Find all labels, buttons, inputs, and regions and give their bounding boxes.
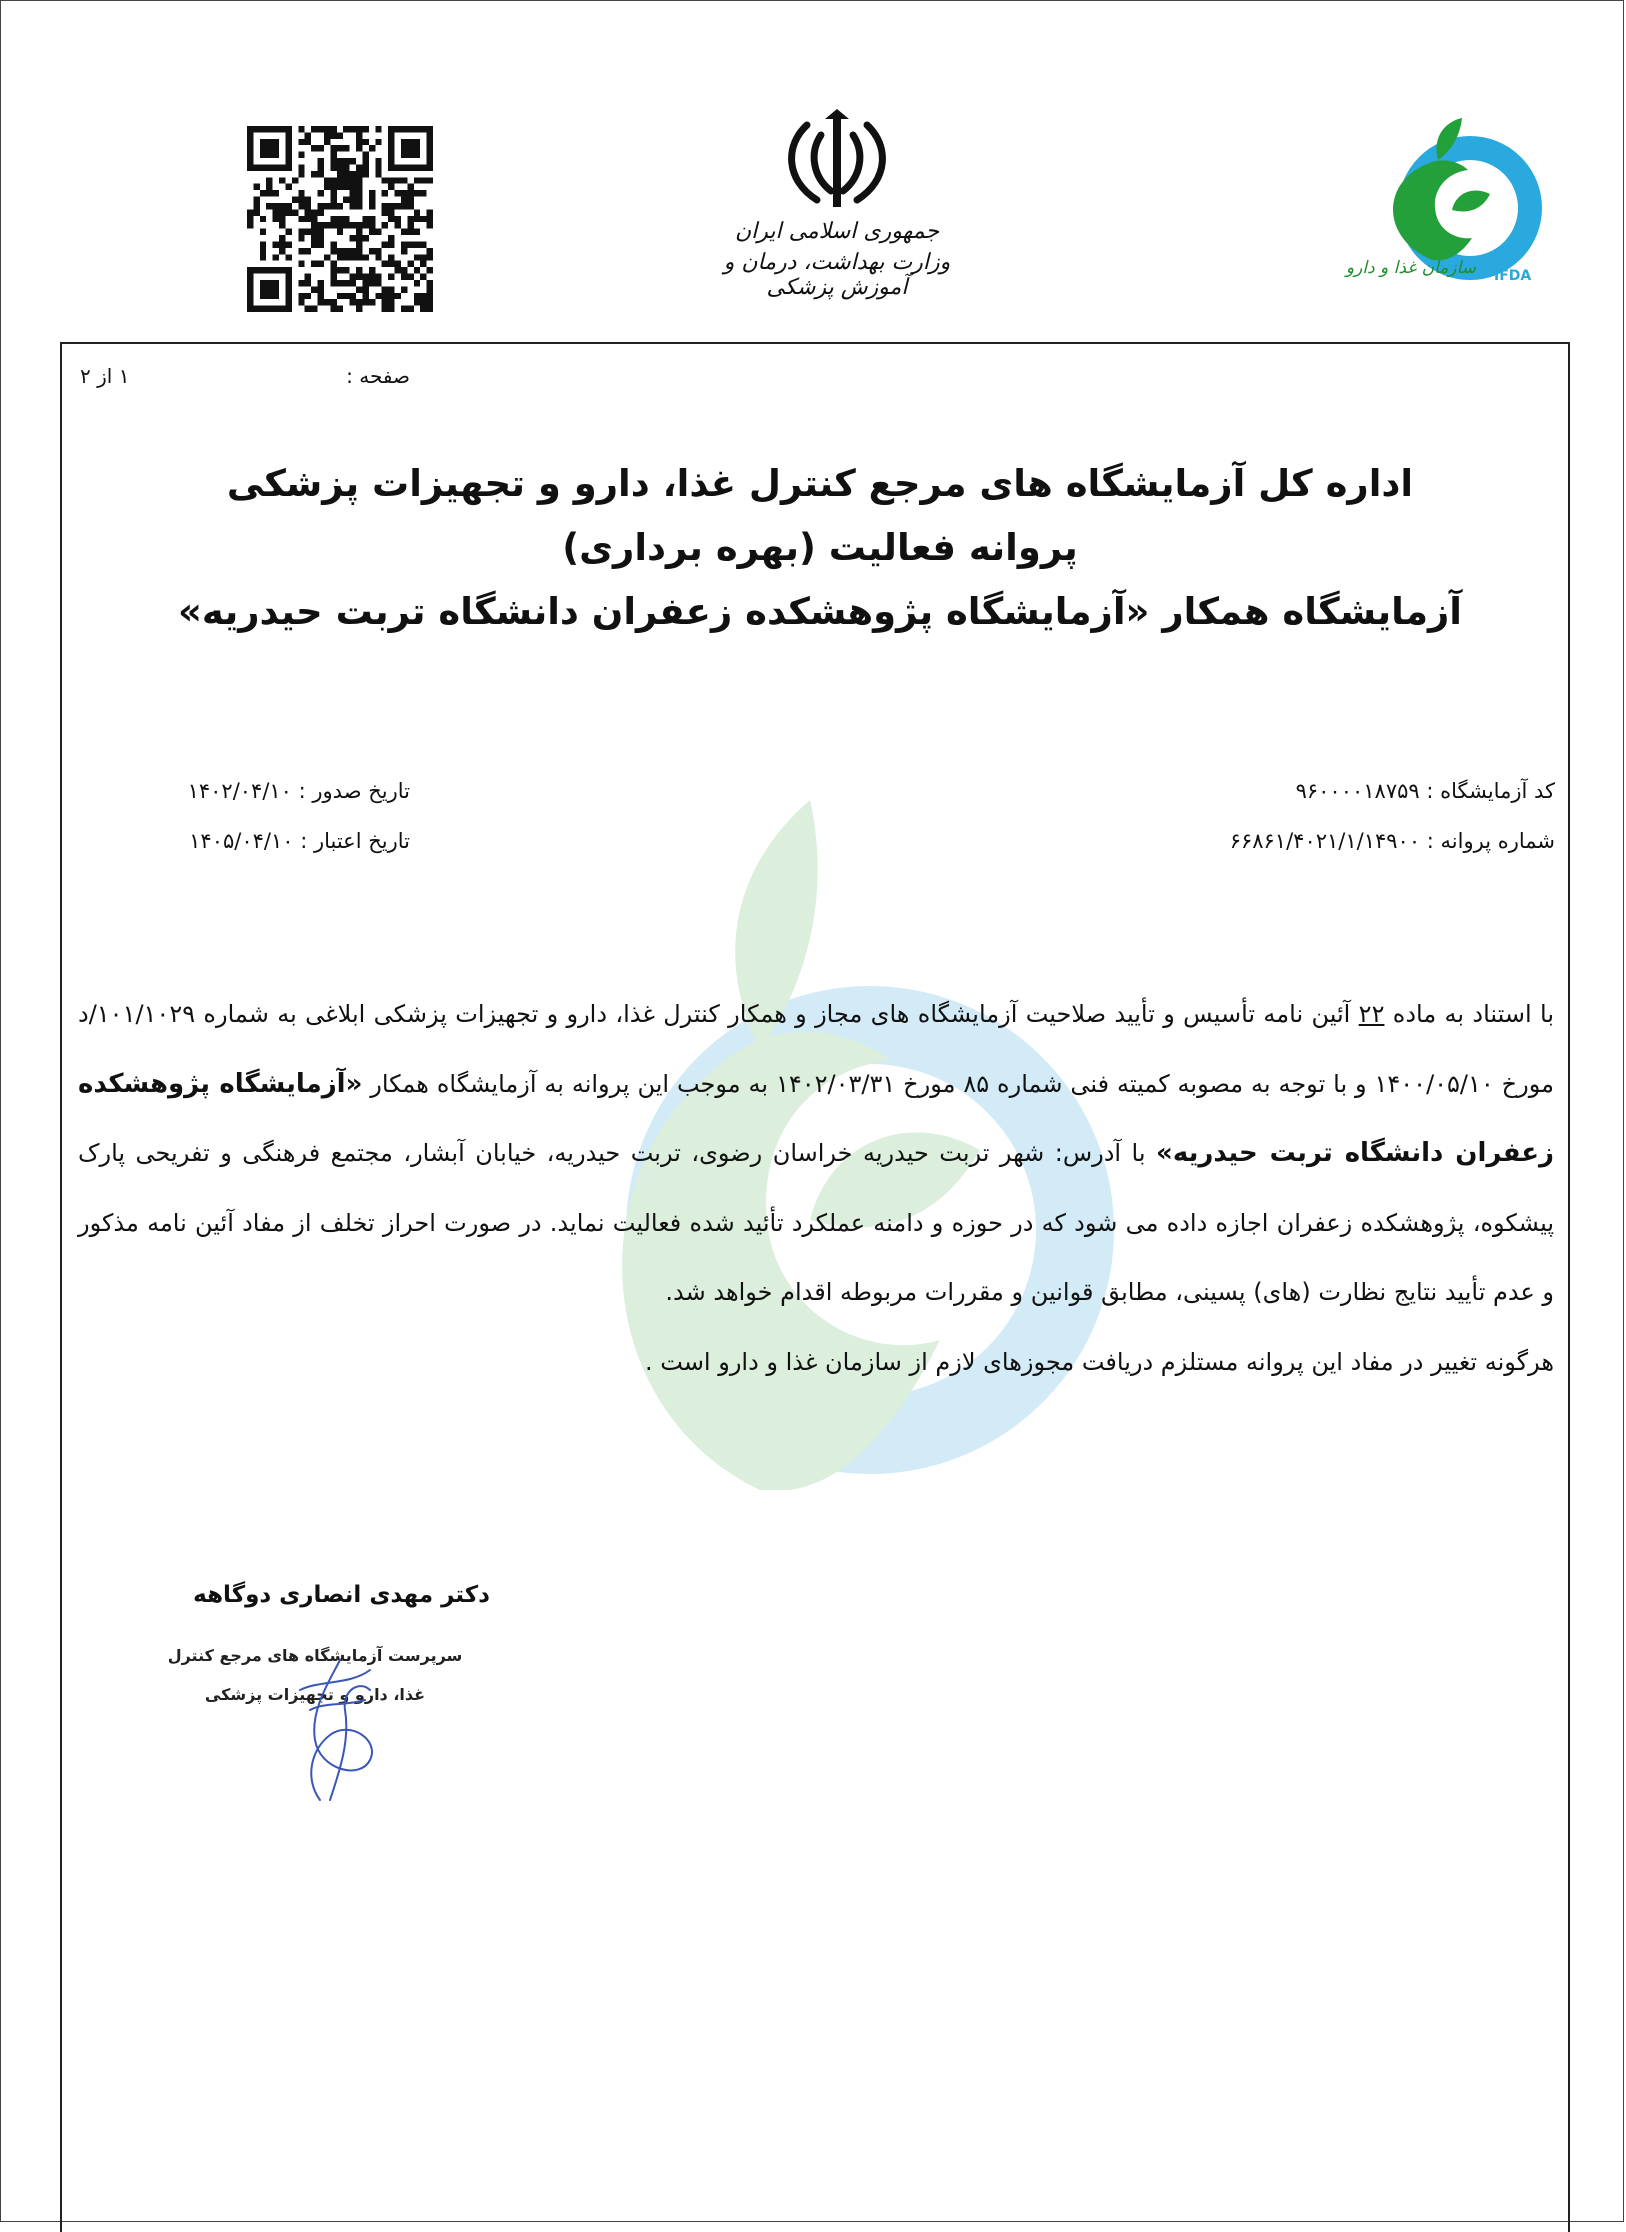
signatory-title: سرپرست آزمایشگاه های مرجع کنترل غذا، دارو و تجهیزات پزشکی xyxy=(167,1646,463,1704)
qr-code[interactable] xyxy=(247,126,433,312)
meta-right xyxy=(995,776,1555,876)
title-department: اداره کل آزمایشگاه های مرجع کنترل غذا، دارو و تجهیزات پزشکی xyxy=(226,462,1414,505)
document-titles xyxy=(160,452,1480,644)
article-number: ۲۲ xyxy=(1358,1000,1385,1028)
body-paragraph-1: با استناد به ماده ۲۲ آئین نامه تأسیس و تأیید صلاحیت آزمایشگاه های مجاز و همکار کنترل غذا، دارو و تجهیزات پزشکی ابلاغی به شماره ۱۰۱/۱۰۲۹/د مورخ ۱۴۰۰/۰۵/۱۰ و با توجه به مصوبه کمیته فنی شماره ۸۵ مورخ ۱۴۰۲/۰۳/۳۱ به موجب این پروانه به آزمایشگاه همکار «آزمایشگاه پژوهشکده زعفران دانشگاه تربت حیدریه» با آدرس: شهر تربت حیدریه خراسان رضوی، تربت حیدریه، خیابان آبشار، مجتمع فرهنگی و تفریحی پارک پیشکوه، پژوهشکده زعفران اجازه داده می شود که در حوزه و دامنه عملکرد تأئید شده فعالیت نماید. در صورت احراز تخلف از مفاد آئین نامه مذکور و عدم تأیید نتایج نظارت (های) پسینی، مطابق قوانین و مقررات مربوطه اقدام خواهد شد. xyxy=(78,1000,1555,1306)
title-lab: آزمایشگاه همکار «آزمایشگاه پژوهشکده زعفران دانشگاه تربت حیدریه» xyxy=(178,590,1462,633)
title-license: پروانه فعالیت (بهره برداری) xyxy=(562,526,1078,569)
lab-name-bold: «آزمایشگاه پژوهشکده زعفران دانشگاه تربت حیدریه» xyxy=(78,1068,1555,1168)
lab-code: کد آزمایشگاه : ۹۶۰۰۰۰۱۸۷۵۹ xyxy=(1295,779,1555,803)
emblem-ministry-text: وزارت بهداشت، درمان و آموزش پزشکی xyxy=(723,250,951,300)
body-paragraph-2: هرگونه تغییر در مفاد این پروانه مستلزم دریافت مجوزهای لازم از سازمان غذا و دارو است . xyxy=(645,1347,1554,1376)
meta-left xyxy=(150,776,410,876)
ifda-logo-abbr: IFDA xyxy=(1494,268,1532,284)
body-text xyxy=(78,980,1554,1397)
page-number-value: ۱ از ۲ xyxy=(80,364,130,388)
signatory-name: دکتر مهدی انصاری دوگاهه xyxy=(193,1582,490,1608)
issue-date: تاریخ صدور : ۱۴۰۲/۰۴/۱۰ xyxy=(187,779,410,803)
iran-emblem xyxy=(712,105,962,325)
page-number xyxy=(80,364,410,400)
emblem-icon xyxy=(777,105,897,215)
page-number-label: صفحه : xyxy=(346,364,410,388)
emblem-country-text: جمهوری اسلامی ایران xyxy=(734,219,940,244)
license-number: شماره پروانه : ۶۶۸۶۱/۴۰۲۱/۱/۱۴۹۰۰ xyxy=(1229,829,1555,853)
expiry-date: تاریخ اعتبار : ۱۴۰۵/۰۴/۱۰ xyxy=(189,829,410,853)
handwritten-signature xyxy=(270,1650,400,1830)
ifda-logo-text: سازمان غذا و دارو xyxy=(1345,258,1476,278)
